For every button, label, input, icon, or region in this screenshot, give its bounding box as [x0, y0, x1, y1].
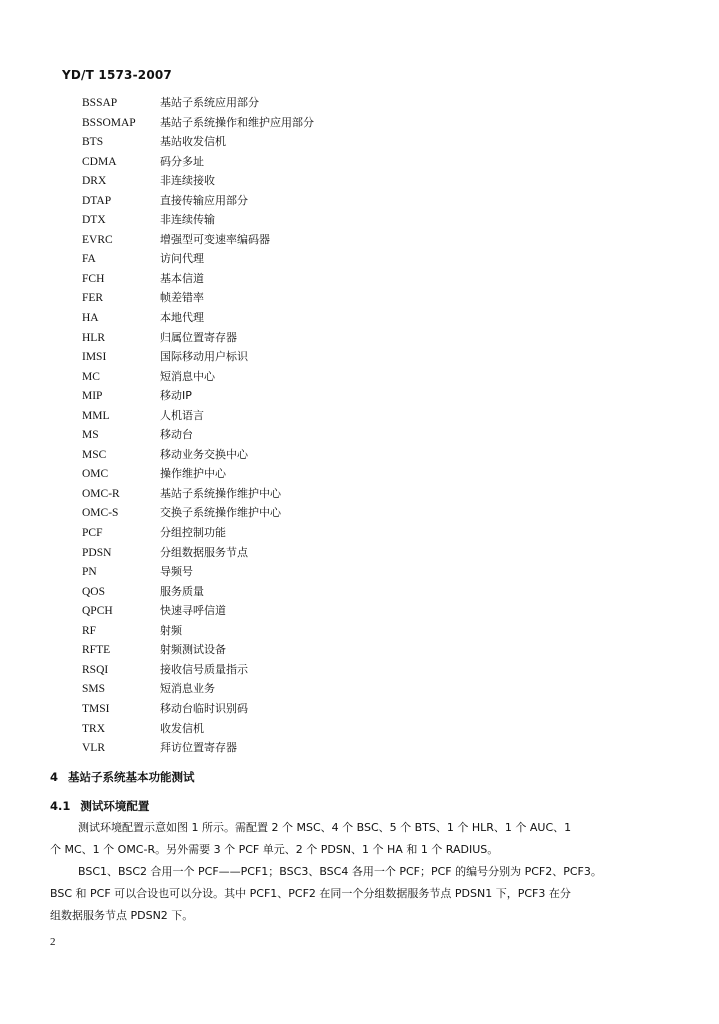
- abbreviation-term: 交换子系统操作维护中心: [160, 506, 281, 520]
- section-title: 基站子系统基本功能测试: [68, 770, 195, 784]
- abbreviation-term: 增强型可变速率编码器: [160, 232, 270, 246]
- abbreviation-row: [82, 484, 314, 504]
- abbreviation-code: OMC-S: [82, 507, 119, 520]
- abbreviation-row: [82, 132, 314, 152]
- abbreviation-term: 拜访位置寄存器: [160, 741, 237, 755]
- abbreviation-term: 码分多址: [160, 154, 204, 168]
- abbreviation-code: FER: [82, 292, 104, 305]
- abbreviation-code: RF: [82, 624, 97, 637]
- abbreviation-row: [82, 152, 314, 172]
- abbreviation-code: DTAP: [82, 194, 112, 207]
- abbreviation-row: [82, 367, 314, 387]
- page-number: 2: [50, 936, 56, 948]
- abbreviation-code: CDMA: [82, 155, 117, 168]
- abbreviation-row: [82, 230, 314, 250]
- abbreviation-code: HA: [82, 312, 99, 325]
- abbreviation-code: BSSAP: [82, 97, 118, 109]
- abbreviation-code: QOS: [82, 585, 106, 598]
- abbreviation-code: PDSN: [82, 546, 112, 559]
- abbreviation-code: FA: [82, 253, 96, 266]
- abbreviation-row: [82, 328, 314, 348]
- abbreviation-term: 短消息业务: [160, 682, 215, 696]
- abbreviation-term: 接收信号质量指示: [160, 662, 248, 676]
- abbreviation-code: HLR: [82, 331, 105, 344]
- abbreviation-code: OMC-R: [82, 487, 120, 500]
- abbreviation-term: 基站子系统操作维护中心: [160, 486, 281, 500]
- abbreviation-term: 直接传输应用部分: [160, 193, 248, 207]
- abbreviation-code: BTS: [82, 136, 104, 149]
- abbreviation-row: [82, 738, 314, 758]
- abbreviation-term: 导频号: [160, 565, 193, 579]
- abbreviation-code: OMC: [82, 468, 109, 481]
- abbreviation-term: 移动业务交换中心: [160, 447, 248, 461]
- abbreviation-code: BSSOMAP: [82, 116, 136, 129]
- abbreviation-term: 短消息中心: [160, 369, 215, 383]
- abbreviation-code: MSC: [82, 448, 107, 461]
- paragraph-test-config: [50, 817, 650, 927]
- abbreviation-code: RFTE: [82, 644, 111, 657]
- abbreviation-row: [82, 699, 314, 719]
- abbreviation-row: [82, 660, 314, 680]
- abbreviation-term: 射频: [160, 623, 182, 637]
- abbreviation-code: TRX: [82, 722, 105, 735]
- abbreviation-row: [82, 523, 314, 543]
- abbreviation-term: 移动台临时识别码: [160, 701, 248, 715]
- abbreviation-row: [82, 543, 314, 563]
- abbreviation-row: [82, 93, 314, 113]
- abbreviation-code: PN: [82, 566, 97, 579]
- paragraph-line: 测试环境配置示意如图 1 所示。需配置 2 个 MSC、4 个 BSC、5 个 BTS、1 个 HLR、1 个 AUC、1: [78, 821, 572, 834]
- abbreviation-row: [82, 503, 314, 523]
- abbreviation-row: [82, 621, 314, 641]
- abbreviation-term: 收发信机: [160, 721, 204, 735]
- abbreviation-code: EVRC: [82, 233, 113, 246]
- section-title: 测试环境配置: [80, 799, 150, 813]
- abbreviation-term: 非连续传输: [160, 213, 215, 227]
- abbreviation-term: 国际移动用户标识: [160, 350, 248, 364]
- abbreviation-list: [82, 93, 314, 758]
- section-4-heading: [50, 769, 195, 785]
- abbreviation-term: 本地代理: [160, 311, 204, 325]
- abbreviation-code: MC: [82, 370, 100, 383]
- abbreviation-row: [82, 386, 314, 406]
- abbreviation-row: [82, 640, 314, 660]
- abbreviation-code: PCF: [82, 527, 103, 540]
- abbreviation-row: [82, 171, 314, 191]
- abbreviation-code: VLR: [82, 742, 105, 755]
- abbreviation-term: 移动台: [160, 428, 193, 442]
- abbreviation-code: FCH: [82, 272, 105, 285]
- abbreviation-row: [82, 249, 314, 269]
- abbreviation-term: 基本信道: [160, 271, 204, 285]
- abbreviation-row: [82, 601, 314, 621]
- abbreviation-code: TMSI: [82, 702, 110, 715]
- section-number: 4.1: [50, 799, 71, 813]
- abbreviation-row: [82, 562, 314, 582]
- paragraph-line: BSC1、BSC2 合用一个 PCF——PCF1；BSC3、BSC4 各用一个 PCF；PCF 的编号分别为 PCF2、PCF3。: [78, 865, 602, 878]
- section-4-1-heading: [50, 798, 149, 814]
- paragraph-line: 个 MC、1 个 OMC-R。另外需要 3 个 PCF 单元、2 个 PDSN、1 个 HA 和 1 个 RADIUS。: [50, 843, 499, 856]
- abbreviation-term: 服务质量: [160, 584, 204, 598]
- abbreviation-code: MIP: [82, 390, 103, 403]
- abbreviation-row: [82, 582, 314, 602]
- abbreviation-term: 操作维护中心: [160, 467, 226, 481]
- abbreviation-row: [82, 191, 314, 211]
- abbreviation-code: DRX: [82, 175, 107, 188]
- abbreviation-term: 非连续接收: [160, 174, 215, 188]
- abbreviation-term: 基站收发信机: [160, 135, 226, 149]
- abbreviation-row: [82, 113, 314, 133]
- abbreviation-row: [82, 679, 314, 699]
- abbreviation-term: 快速寻呼信道: [160, 604, 226, 618]
- paragraph-line: 组数据服务节点 PDSN2 下。: [50, 909, 194, 922]
- abbreviation-term: 分组数据服务节点: [160, 545, 248, 559]
- abbreviation-row: [82, 210, 314, 230]
- abbreviation-code: IMSI: [82, 351, 107, 364]
- abbreviation-term: 基站子系统操作和维护应用部分: [160, 115, 314, 129]
- abbreviation-code: MML: [82, 409, 110, 422]
- abbreviation-row: [82, 269, 314, 289]
- abbreviation-code: RSQI: [82, 663, 109, 676]
- abbreviation-row: [82, 406, 314, 426]
- abbreviation-row: [82, 347, 314, 367]
- abbreviation-code: QPCH: [82, 605, 113, 618]
- section-number: 4: [50, 770, 59, 784]
- abbreviation-term: 移动IP: [160, 389, 192, 403]
- abbreviation-code: DTX: [82, 214, 106, 227]
- abbreviation-term: 归属位置寄存器: [160, 330, 237, 344]
- abbreviation-code: SMS: [82, 683, 106, 696]
- abbreviation-row: [82, 425, 314, 445]
- abbreviation-term: 分组控制功能: [160, 526, 226, 540]
- abbreviation-term: 帧差错率: [160, 291, 204, 305]
- abbreviation-row: [82, 308, 314, 328]
- abbreviation-term: 访问代理: [160, 252, 204, 266]
- standard-header: YD/T 1573-2007: [62, 68, 172, 82]
- abbreviation-term: 人机语言: [160, 408, 204, 422]
- abbreviation-row: [82, 288, 314, 308]
- abbreviation-term: 基站子系统应用部分: [160, 96, 259, 109]
- abbreviation-term: 射频测试设备: [160, 643, 226, 657]
- abbreviation-code: MS: [82, 429, 99, 442]
- abbreviation-row: [82, 445, 314, 465]
- paragraph-line: BSC 和 PCF 可以合设也可以分设。其中 PCF1、PCF2 在同一个分组数据服务节点 PDSN1 下，PCF3 在分: [50, 887, 571, 900]
- abbreviation-row: [82, 719, 314, 739]
- abbreviation-row: [82, 464, 314, 484]
